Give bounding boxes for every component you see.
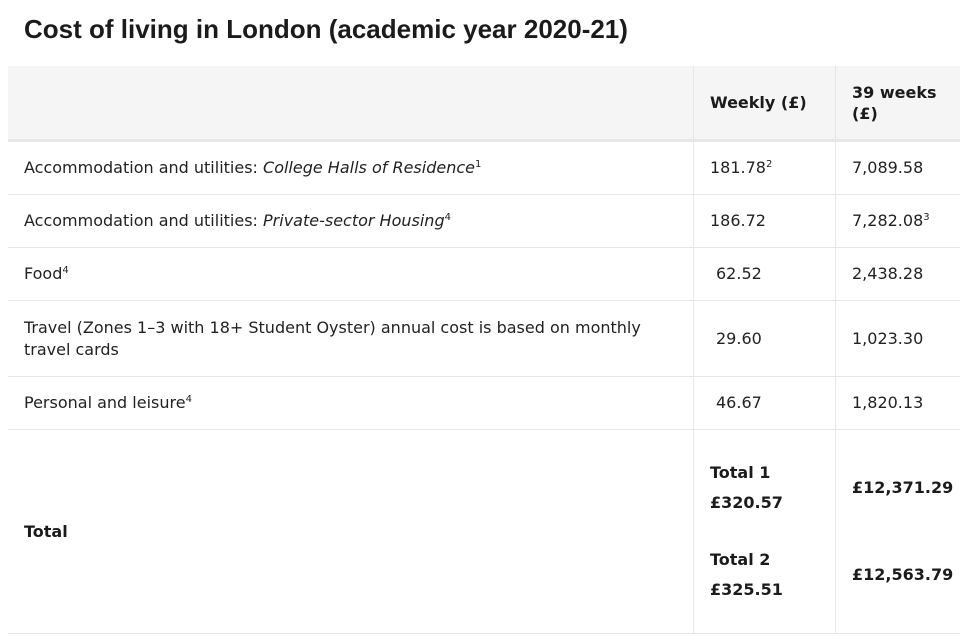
total2-39-weeks: £12,563.79 [852, 565, 954, 584]
weeks39-value: 1,820.13 [852, 393, 924, 412]
footnote-marker: 4 [185, 394, 192, 405]
total2-weekly: £325.51 [710, 580, 783, 599]
row-label-text: Travel (Zones 1–3 with 18+ Student Oyster) annual cost is based on monthly travel cards [24, 317, 641, 359]
weekly-value: 62.52 [716, 264, 762, 283]
cost-table [8, 66, 960, 634]
row-label [8, 248, 693, 300]
weekly-value: 181.78 [710, 158, 766, 177]
footnote-marker: 4 [62, 265, 69, 276]
row-label-text: Food [24, 264, 63, 283]
row-label [8, 377, 693, 429]
total-label: Total [24, 521, 68, 541]
header-39-weeks [835, 66, 960, 139]
table-header-row [8, 66, 960, 142]
header-39-weeks-label [852, 82, 936, 124]
total-weekly-cell [693, 430, 835, 633]
row-39-weeks [835, 301, 960, 376]
weeks39-value: 2,438.28 [852, 264, 924, 283]
row-39-weeks [835, 142, 960, 194]
weekly-value: 186.72 [710, 211, 766, 230]
weeks39-value: 7,282.08 [852, 211, 924, 230]
row-weekly [693, 377, 835, 429]
header-39-weeks-line1: 39 weeks [852, 82, 937, 102]
total1-39-weeks: £12,371.29 [852, 478, 954, 497]
weekly-value: 29.60 [716, 328, 762, 348]
weekly-value: 46.67 [716, 393, 762, 412]
footnote-marker: 2 [765, 159, 773, 170]
total1-weekly: £320.57 [710, 493, 783, 512]
row-weekly [693, 142, 835, 194]
footnote-marker: 4 [444, 212, 451, 223]
row-label-italic: College Halls of Residence [263, 158, 475, 177]
total-row [8, 430, 960, 634]
footnote-marker: 1 [474, 159, 482, 170]
row-39-weeks [835, 377, 960, 429]
row-label-text: Accommodation and utilities: [24, 211, 264, 230]
row-weekly [693, 301, 835, 376]
header-item-column [8, 66, 693, 139]
row-label [8, 301, 693, 376]
row-label [8, 142, 693, 194]
row-weekly [693, 195, 835, 247]
row-weekly [693, 248, 835, 300]
weeks39-value: 7,089.58 [852, 158, 924, 177]
row-39-weeks [835, 248, 960, 300]
total-39-weeks-cell [835, 430, 960, 633]
row-label [8, 195, 693, 247]
total1-label: Total 1 [710, 463, 771, 482]
total2-label: Total 2 [710, 550, 771, 569]
page-title: Cost of living in London (academic year 2020-21) [24, 14, 628, 44]
header-weekly-label: Weekly (£) [710, 92, 807, 112]
table-row [8, 195, 960, 248]
table-row [8, 377, 960, 430]
row-39-weeks [835, 195, 960, 247]
row-label-italic: Private-sector Housing [263, 211, 445, 230]
footnote-marker: 3 [923, 212, 930, 223]
table-row [8, 142, 960, 195]
row-label-text: Accommodation and utilities: [24, 158, 264, 177]
table-row [8, 301, 960, 377]
header-39-weeks-line2: (£) [852, 103, 878, 123]
row-label-text: Personal and leisure [24, 393, 186, 412]
table-row [8, 248, 960, 301]
weeks39-value: 1,023.30 [852, 328, 924, 348]
header-weekly [693, 66, 835, 139]
